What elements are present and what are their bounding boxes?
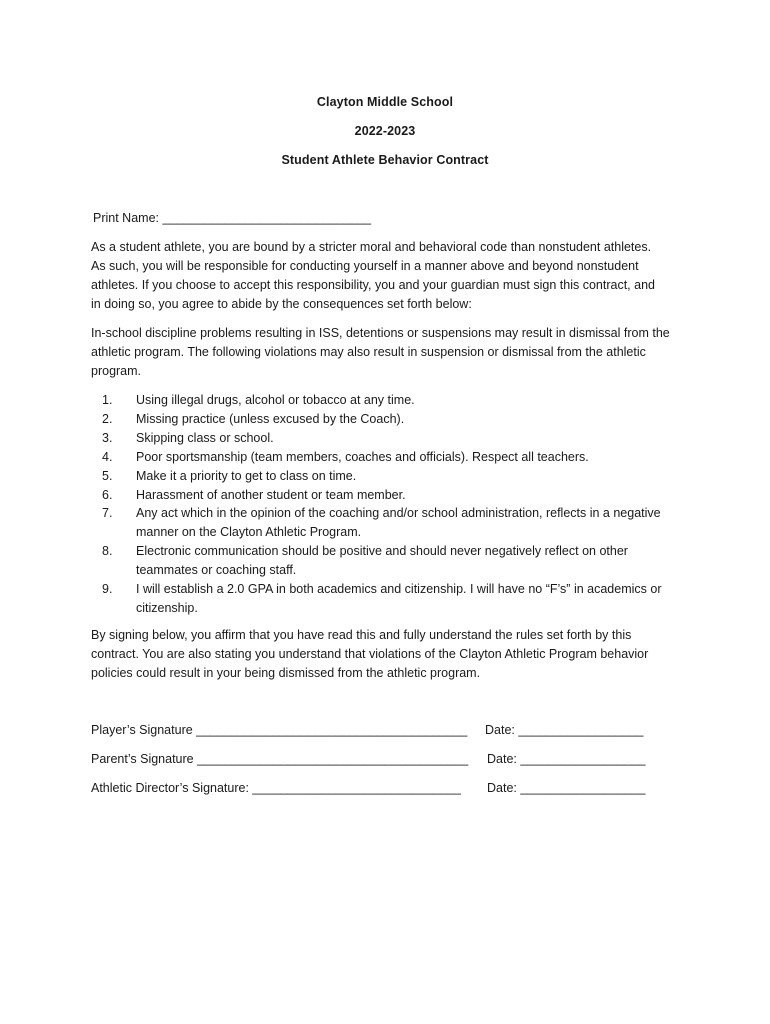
list-item: [91, 448, 691, 467]
list-item-number: 9.: [102, 582, 113, 597]
list-item-text: Missing practice (unless excused by the Coach).: [136, 411, 405, 426]
violations-list: [91, 391, 691, 618]
list-item-number: 5.: [102, 468, 113, 483]
list-item-number: 3.: [102, 430, 113, 445]
list-item-text: Any act which in the opinion of the coaching and/or school administration, reflects in a negative manner on the Clayton Athletic Program.: [136, 506, 661, 540]
contract-title-heading: Student Athlete Behavior Contract: [281, 153, 489, 167]
list-item-text: Using illegal drugs, alcohol or tobacco at any time.: [136, 393, 415, 407]
list-item: [91, 580, 691, 618]
closing-paragraph: By signing below, you affirm that you have read this and fully understand the rules set forth by this contract. You are also stating you understand that violations of the Clayton Athletic Program behavior policies could result in your being dismissed from the athletic program.: [91, 628, 649, 680]
list-item: [91, 410, 691, 429]
parent-signature-line: Parent’s Signature _______________________________________: [91, 752, 469, 766]
list-item-text: Poor sportsmanship (team members, coaches and officials). Respect all teachers.: [136, 449, 589, 464]
list-item: [91, 429, 691, 448]
parent-date-line: Date: __________________: [487, 752, 646, 766]
list-item: [91, 504, 691, 542]
intro-paragraph: As a student athlete, you are bound by a stricter moral and behavioral code than nonstudent athletes. As such, you will be responsible for conducting yourself in a manner above and beyond nonstudent athletes. If you choose to accept this responsibility, you and your guardian must sign this contract, and in doing so, you agree to abide by the consequences set forth below:: [91, 240, 655, 311]
list-item: [91, 486, 691, 505]
list-item-number: 4.: [102, 449, 113, 464]
list-item-text: Harassment of another student or team member.: [136, 487, 406, 502]
director-date-line: Date: __________________: [487, 781, 646, 795]
print-name-field: Print Name: ______________________________: [93, 211, 372, 225]
list-item-number: 6.: [102, 487, 113, 502]
list-item: [91, 542, 691, 580]
list-item-number: 2.: [102, 411, 113, 426]
list-item-number: 8.: [102, 544, 113, 559]
school-year-heading: 2022-2023: [354, 124, 416, 138]
list-item-text: I will establish a 2.0 GPA in both academics and citizenship. I will have no “F’s” in academics or citizenship.: [136, 582, 662, 615]
list-item: [91, 391, 691, 410]
discipline-paragraph: In-school discipline problems resulting in ISS, detentions or suspensions may result in dismissal from the athletic program. The following violations may also result in suspension or dismissal from the athletic program.: [91, 326, 670, 378]
player-signature-line: Player’s Signature _______________________________________: [91, 723, 468, 737]
list-item: [91, 467, 691, 486]
list-item-text: Electronic communication should be positive and should never negatively reflect on other teammates or coaching staff.: [136, 544, 628, 578]
list-item-number: 1.: [102, 393, 113, 407]
director-signature-line: Athletic Director’s Signature: ______________________________: [91, 781, 461, 795]
list-item-text: Skipping class or school.: [136, 430, 274, 445]
school-name-heading: Clayton Middle School: [316, 95, 454, 109]
list-item-text: Make it a priority to get to class on time.: [136, 468, 357, 483]
player-date-line: Date: __________________: [485, 723, 644, 737]
list-item-number: 7.: [102, 506, 113, 521]
